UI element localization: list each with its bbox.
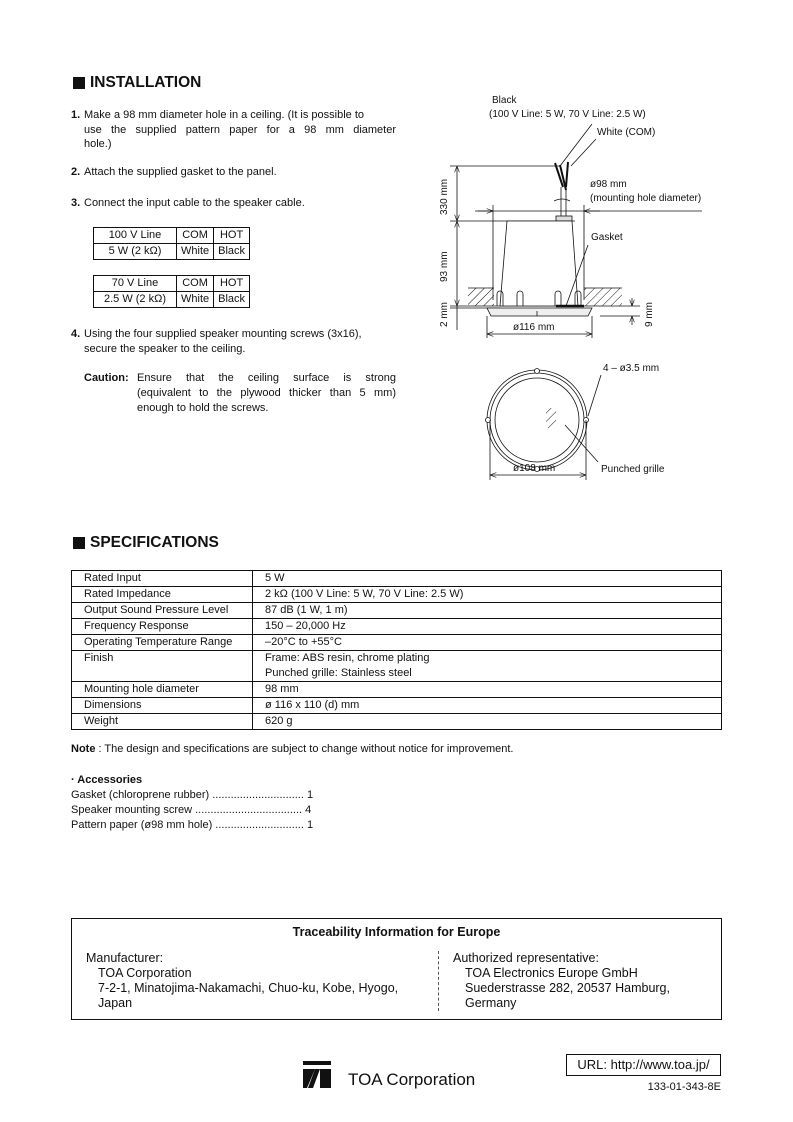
spec-label: Rated Impedance [72, 587, 253, 603]
doc-code: 133-01-343-8E [647, 1081, 721, 1093]
note-label: Note [71, 743, 96, 755]
table-row [72, 635, 722, 651]
step-number: 1. [71, 109, 81, 121]
black-leader [560, 124, 592, 166]
spec-label: Frequency Response [72, 619, 253, 635]
rep-line: Germany [465, 996, 517, 1010]
label-93: 93 mm [439, 251, 450, 282]
accessory-name: Gasket (chloroprene rubber) .............................. [71, 789, 304, 801]
footer-company: TOA Corporation [348, 1070, 476, 1089]
label-black-detail: (100 V Line: 5 W, 70 V Line: 2.5 W) [489, 109, 646, 120]
spec-value-line: Punched grille: Stainless steel [265, 667, 412, 679]
label-hole-note: (mounting hole diameter) [590, 193, 702, 204]
caution-text: (equivalent to the plywood thicker than 5 mm) [137, 387, 396, 399]
table-row [72, 698, 722, 714]
spec-value [253, 651, 722, 682]
label-hole-dia: ø98 mm [590, 179, 627, 190]
manufacturer-line: TOA Corporation [98, 966, 192, 980]
rep-label: Authorized representative: [453, 951, 599, 965]
step-number: 3. [71, 197, 81, 209]
note [71, 743, 514, 755]
spec-value: 5 W [253, 571, 722, 587]
cell: 70 V Line [94, 276, 177, 292]
spec-value-line: Frame: ABS resin, chrome plating [265, 652, 430, 664]
spec-label: Output Sound Pressure Level [72, 603, 253, 619]
accessories [71, 773, 313, 833]
label-white: White (COM) [597, 127, 656, 138]
cell: HOT [214, 228, 250, 244]
table-row [72, 587, 722, 603]
label-9: 9 mm [644, 302, 655, 327]
spec-value: 2 kΩ (100 V Line: 5 W, 70 V Line: 2.5 W) [253, 587, 722, 603]
label-330: 330 mm [439, 178, 450, 215]
cell: Black [214, 292, 250, 308]
url-box: URL: http://www.toa.jp/ [566, 1054, 721, 1076]
caution-label: Caution: [84, 372, 129, 384]
label-black: Black [492, 95, 517, 106]
step-text: secure the speaker to the ceiling. [84, 342, 246, 355]
manufacturer-line: 7-2-1, Minatojima-Nakamachi, Chuo-ku, Kobe, Hyogo, [98, 981, 399, 995]
accessory-qty: 1 [306, 789, 314, 801]
spec-value: –20°C to +55°C [253, 635, 722, 651]
manufacturer-line: Japan [98, 996, 133, 1010]
step-text: Make a 98 mm diameter hole in a ceiling. (It is possible to [84, 109, 365, 121]
cell: HOT [214, 276, 250, 292]
step-number: 4. [71, 328, 81, 340]
spec-label: Finish [72, 651, 253, 682]
rep-line: Suederstrasse 282, 20537 Hamburg, [465, 981, 670, 995]
representative [453, 951, 670, 1011]
table-row [72, 603, 722, 619]
note-text: : The design and specifications are subject to change without notice for improvement. [95, 743, 514, 755]
spec-value: 150 – 20,000 Hz [253, 619, 722, 635]
accessory-name: Pattern paper (ø98 mm hole) ............................. [71, 819, 304, 831]
table-row [72, 651, 722, 682]
table-row [72, 714, 722, 730]
spec-value: 87 dB (1 W, 1 m) [253, 603, 722, 619]
rep-line: TOA Electronics Europe GmbH [465, 966, 638, 980]
step-text: Connect the input cable to the speaker cable. [84, 197, 305, 209]
caution-text: enough to hold the screws. [137, 402, 269, 414]
manufacturer [86, 951, 398, 1011]
heading-square-icon [73, 537, 85, 549]
specifications-heading-text: SPECIFICATIONS [90, 534, 219, 551]
accessory-qty: 4 [305, 804, 312, 816]
spec-label: Weight [72, 714, 253, 730]
cell: 2.5 W (2 kΩ) [94, 292, 177, 308]
spec-label: Operating Temperature Range [72, 635, 253, 651]
cell: White [177, 244, 214, 260]
label-grille: Punched grille [601, 464, 665, 475]
spec-value: ø 116 x 110 (d) mm [253, 698, 722, 714]
label-116: ø116 mm [513, 322, 555, 333]
traceability-box [71, 918, 722, 1020]
caution-text: Ensure that the ceiling surface is strong [137, 372, 396, 384]
cell: COM [177, 228, 214, 244]
step-text: hole.) [84, 138, 112, 150]
table-row [72, 619, 722, 635]
step-text: use the supplied pattern paper for a 98 mm diameter [84, 123, 396, 136]
table-row [72, 571, 722, 587]
spec-label: Rated Input [72, 571, 253, 587]
installation-heading-text: INSTALLATION [90, 74, 202, 91]
step-text: Attach the supplied gasket to the panel. [84, 166, 277, 178]
step-number: 2. [71, 166, 81, 178]
cell: COM [177, 276, 214, 292]
step-text: Using the four supplied speaker mounting screws (3x16), [84, 328, 362, 340]
spec-value: 620 g [253, 714, 722, 730]
divider [438, 951, 439, 1011]
white-leader [571, 139, 596, 166]
spec-table [71, 570, 722, 730]
list-item [71, 803, 313, 818]
label-108: ø108 mm [513, 463, 556, 474]
spec-label: Mounting hole diameter [72, 682, 253, 698]
list-item [71, 788, 313, 803]
table-row [72, 682, 722, 698]
cell: White [177, 292, 214, 308]
label-screw-holes: 4 – ø3.5 mm [603, 363, 660, 374]
label-gasket: Gasket [591, 232, 623, 243]
spec-value: 98 mm [253, 682, 722, 698]
cell: 5 W (2 kΩ) [94, 244, 177, 260]
accessories-heading: · Accessories [71, 774, 143, 786]
label-2: 2 mm [439, 302, 450, 327]
cell: 100 V Line [94, 228, 177, 244]
accessory-qty: 1 [306, 819, 314, 831]
accessory-name: Speaker mounting screw ................................... [71, 804, 303, 816]
list-item [71, 818, 313, 833]
specifications-heading [73, 534, 219, 552]
installation-diagram [0, 0, 793, 500]
toa-logo-icon [303, 1061, 331, 1088]
spec-label: Dimensions [72, 698, 253, 714]
manufacturer-label: Manufacturer: [86, 951, 164, 965]
cell: Black [214, 244, 250, 260]
traceability-title: Traceability Information for Europe [292, 925, 501, 939]
